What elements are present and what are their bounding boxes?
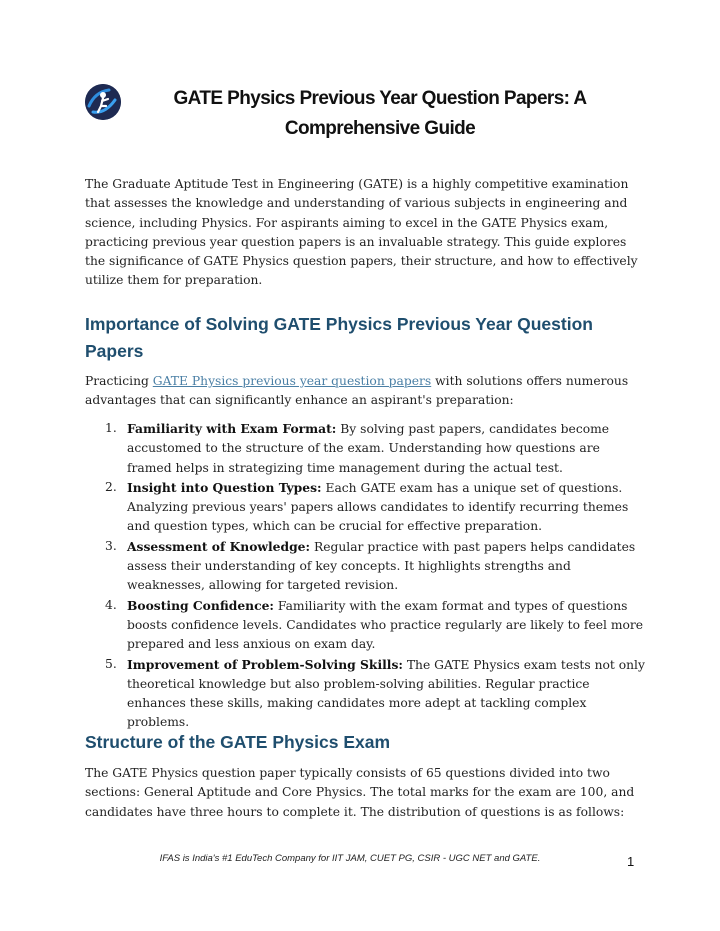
- lead-text-before: Practicing: [85, 374, 153, 388]
- list-item-text: Each GATE exam has a unique set of questions. Analyzing previous years' papers allows candidates to identify recurring themes and question types, which can be crucial for effective preparation.: [127, 480, 629, 534]
- list-item-title: Improvement of Problem-Solving Skills:: [127, 656, 403, 672]
- list-item-text: The GATE Physics exam tests not only theoretical knowledge but also problem-solving abilities. Regular practice enhances these skills, making candidates more adept at tackling complex problems.: [127, 657, 645, 730]
- list-item-number: 5.: [105, 656, 117, 671]
- list-item: [85, 655, 645, 733]
- intro-paragraph: The Graduate Aptitude Test in Engineering (GATE) is a highly competitive examination that assesses the knowledge and understanding of various subjects in engineering and science, including Physics. For aspirants aiming to excel in the GATE Physics exam, practicing previous year question papers is an invaluable strategy. This guide explores the significance of GATE Physics question papers, their structure, and how to effectively utilize them for preparation.: [85, 177, 638, 288]
- footer-text: IFAS is India's #1 EduTech Company for IIT JAM, CUET PG, CSIR - UGC NET and GATE.: [159, 853, 541, 864]
- gate-physics-papers-link[interactable]: GATE Physics previous year question papers: [152, 374, 432, 388]
- section-heading-structure: Structure of the GATE Physics Exam: [85, 732, 391, 752]
- list-item-title: Assessment of Knowledge:: [127, 538, 311, 554]
- ifas-logo-icon: [85, 84, 121, 120]
- list-item-title: Boosting Confidence:: [127, 597, 274, 613]
- lead-text-after: with solutions offers numerous advantages that can significantly enhance an aspirant's preparation:: [85, 374, 629, 408]
- list-item-number: 1.: [105, 421, 117, 435]
- page-number: 1: [627, 854, 635, 869]
- list-item-title: Familiarity with Exam Format:: [127, 421, 337, 436]
- list-item-title: Insight into Question Types:: [127, 479, 322, 495]
- list-item-text: Regular practice with past papers helps candidates assess their understanding of key concepts. It highlights strengths and weaknesses, allowing for targeted revision.: [127, 539, 636, 593]
- advantages-list: [85, 419, 645, 733]
- list-item-number: 4.: [105, 597, 117, 612]
- list-item: [85, 478, 645, 537]
- section-heading-importance: Importance of Solving GATE Physics Previous Year Question Papers: [85, 314, 593, 361]
- page-title: GATE Physics Previous Year Question Papers: A Comprehensive Guide: [173, 88, 587, 139]
- list-item: [85, 596, 645, 655]
- list-item-number: 2.: [105, 479, 117, 494]
- structure-paragraph: The GATE Physics question paper typically consists of 65 questions divided into two sections: General Aptitude and Core Physics. The total marks for the exam are 100, and candidates have three hours to complete it. The distribution of questions is as follows:: [85, 766, 635, 819]
- section-lead-paragraph: [85, 372, 645, 411]
- list-item-text: By solving past papers, candidates become accustomed to the structure of the exam. Understanding how questions are framed helps in strategizing time management during the actual test.: [127, 422, 610, 475]
- list-item-number: 3.: [105, 538, 117, 553]
- list-item-text: Familiarity with the exam format and types of questions boosts confidence levels. Candidates who practice regularly are likely to feel more prepared and less anxious on exam day.: [127, 598, 644, 652]
- list-item: [85, 537, 645, 596]
- list-item: [85, 419, 645, 478]
